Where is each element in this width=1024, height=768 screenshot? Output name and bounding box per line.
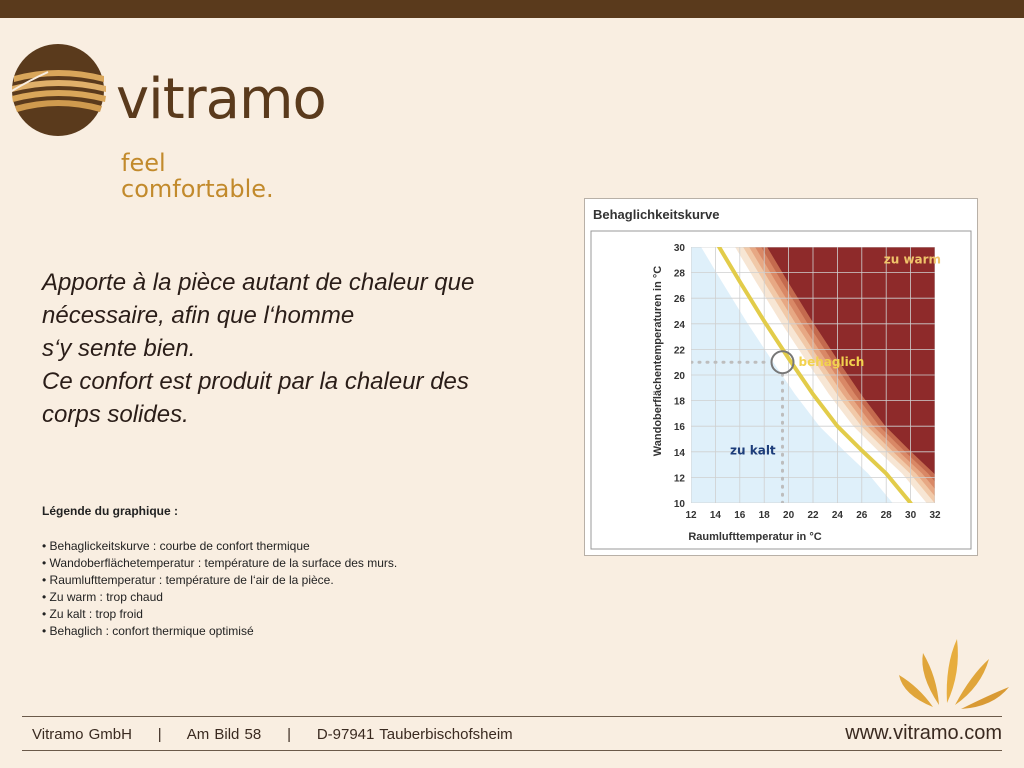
x-tick-label: 14 bbox=[709, 510, 721, 521]
website-link[interactable]: www.vitramo.com bbox=[845, 722, 1002, 744]
y-tick-label: 26 bbox=[673, 294, 685, 306]
x-tick-label: 20 bbox=[783, 510, 795, 521]
footer-rule-top bbox=[22, 716, 1002, 717]
y-axis-label: Wandoberflächentemperaturen in °C bbox=[652, 265, 664, 457]
footer-address bbox=[32, 726, 513, 743]
x-tick-label: 12 bbox=[685, 510, 697, 521]
legend-item: • Wandoberflächetemperatur : température de la surface des murs. bbox=[42, 556, 398, 570]
x-tick-label: 28 bbox=[880, 510, 892, 521]
chart-plot bbox=[585, 199, 977, 555]
company-name: Vitramo GmbH bbox=[32, 726, 132, 743]
x-axis-label: Raumlufttemperatur in °C bbox=[688, 531, 822, 543]
y-tick-label: 14 bbox=[673, 447, 685, 459]
city-address: D-97941 Tauberbischofsheim bbox=[316, 726, 513, 743]
vitramo-logo[interactable] bbox=[10, 38, 326, 203]
wheat-ornament-icon bbox=[893, 635, 1011, 713]
x-tick-label: 18 bbox=[758, 510, 770, 521]
x-tick-label: 30 bbox=[905, 510, 917, 521]
legend-title: Légende du graphique : bbox=[42, 504, 179, 518]
x-tick-label: 22 bbox=[807, 510, 819, 521]
x-tick-label: 26 bbox=[856, 510, 868, 521]
zone-label-comfort: behaglich bbox=[798, 355, 865, 370]
logo-disc-icon bbox=[10, 42, 110, 142]
footer-separator: | bbox=[157, 726, 162, 743]
intro-text bbox=[42, 266, 572, 431]
brand-tagline: feel comfortable. bbox=[121, 149, 274, 203]
legend-item: • Raumlufttemperatur : température de l‘air de la pièce. bbox=[42, 573, 334, 587]
intro-line: Apporte à la pièce autant de chaleur que bbox=[42, 269, 475, 296]
zone-label-warm: zu warm bbox=[883, 252, 942, 267]
y-tick-label: 18 bbox=[673, 396, 685, 408]
intro-line: Ce confort est produit par la chaleur des bbox=[42, 368, 469, 395]
top-bar bbox=[0, 0, 1024, 18]
legend-item: • Zu warm : trop chaud bbox=[42, 590, 163, 604]
intro-line: s‘y sente bien. bbox=[42, 335, 196, 362]
footer-rule-bottom bbox=[22, 750, 1002, 751]
x-tick-label: 24 bbox=[831, 510, 843, 521]
y-tick-label: 24 bbox=[673, 319, 685, 331]
y-tick-label: 10 bbox=[673, 499, 685, 510]
y-tick-label: 28 bbox=[673, 268, 685, 280]
footer-separator: | bbox=[287, 726, 291, 743]
comfort-chart bbox=[584, 198, 978, 556]
legend-list bbox=[42, 538, 397, 640]
y-tick-label: 12 bbox=[673, 473, 685, 485]
street-address: Am Bild 58 bbox=[186, 726, 262, 743]
y-tick-label: 16 bbox=[673, 422, 685, 434]
y-tick-label: 20 bbox=[673, 371, 685, 382]
brand-name: vitramo bbox=[116, 67, 326, 132]
intro-line: nécessaire, afin que l‘homme bbox=[42, 302, 355, 329]
legend-item: • Behaglickeitskurve : courbe de confort thermique bbox=[42, 539, 310, 553]
x-tick-label: 16 bbox=[734, 510, 746, 521]
zone-label-cold: zu kalt bbox=[730, 443, 776, 458]
x-tick-label: 32 bbox=[929, 510, 941, 521]
legend-item: • Zu kalt : trop froid bbox=[42, 607, 143, 621]
y-tick-label: 22 bbox=[673, 345, 685, 357]
intro-line: corps solides. bbox=[42, 401, 189, 428]
y-tick-label: 30 bbox=[673, 243, 685, 254]
chart-title: Behaglichkeitskurve bbox=[593, 207, 720, 222]
legend-item: • Behaglich : confort thermique optimisé bbox=[42, 624, 254, 638]
